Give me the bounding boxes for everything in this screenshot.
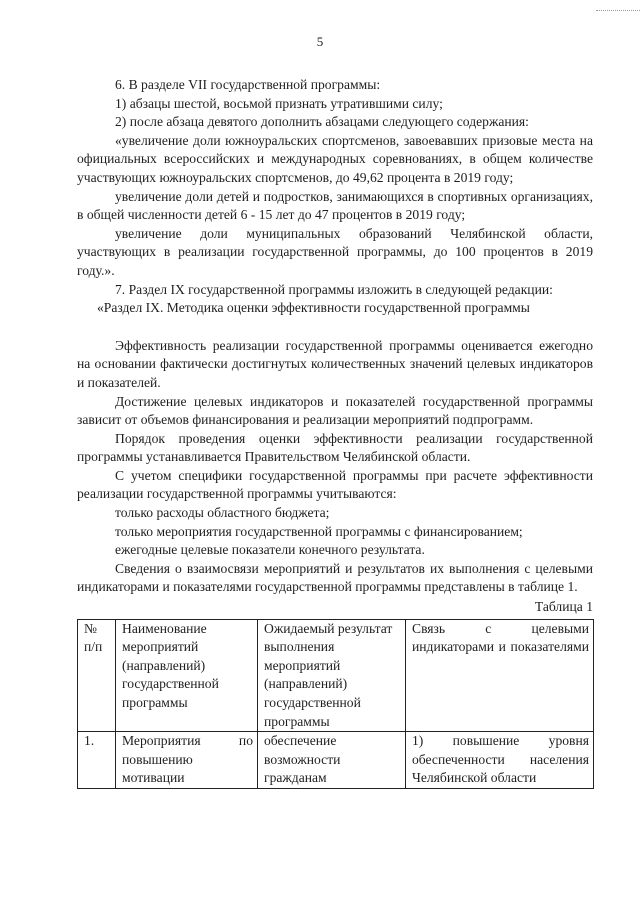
- list-item: только расходы областного бюджета;: [115, 505, 330, 521]
- table-header-row: [78, 619, 594, 732]
- paragraph: Порядок проведения оценки эффективности реализации государственной программы устанавливается Правительством Челябинской области.: [77, 430, 593, 465]
- document-body: [77, 76, 593, 789]
- cell-number: 1.: [78, 732, 116, 789]
- section-heading: «Раздел IX. Методика оценки эффективности государственной программы: [97, 300, 530, 316]
- paragraph: Достижение целевых индикаторов и показателей государственной программы зависит от объемов финансирования и реализации мероприятий подпрограмм.: [77, 393, 593, 428]
- header-cell-name: Наименование мероприятий (направлений) государственной программы: [116, 619, 258, 732]
- cell-name: Мероприятия по повышению мотивации: [116, 732, 258, 789]
- paragraph: Эффективность реализации государственной программы оценивается ежегодно на основании фактически достигнутых количественных значений целевых индикаторов и показателей.: [77, 337, 593, 390]
- paragraph: 2) после абзаца девятого дополнить абзацами следующего содержания:: [115, 114, 529, 130]
- paragraph: 6. В разделе VII государственной программы:: [115, 77, 381, 92]
- header-cell-link: Связь с целевыми индикаторами и показателями: [406, 619, 594, 732]
- cell-link: 1) повышение уровня обеспеченности населения Челябинской области: [406, 732, 594, 789]
- cell-result: обеспечение возможности гражданам: [258, 732, 406, 789]
- list-item: ежегодные целевые показатели конечного результата.: [115, 542, 425, 558]
- header-cell-result: Ожидаемый результат выполнения мероприятий (направлений) государственной программы: [258, 619, 406, 732]
- table-caption: Таблица 1: [534, 599, 593, 615]
- paragraph: Сведения о взаимосвязи мероприятий и результатов их выполнения с целевыми индикаторами и показателями государственной программы представлены в таблице 1.: [77, 560, 593, 595]
- paragraph: С учетом специфики государственной программы при расчете эффективности реализации государственной программы учитываются:: [77, 467, 593, 502]
- paragraph: увеличение доли детей и подростков, занимающихся в спортивных организациях, в общей численности детей 6 - 15 лет до 47 процентов в 2019 году;: [77, 188, 593, 223]
- list-item: только мероприятия государственной программы с финансированием;: [115, 523, 523, 539]
- paragraph: «увеличение доли южноуральских спортсменов, завоевавших призовые места на официальных всероссийских и международных соревнованиях, в общем количестве участвующих южноуральских спортсменов, до 49,62 процента в 2019 году;: [77, 132, 593, 185]
- paragraph: 7. Раздел IX государственной программы изложить в следующей редакции:: [115, 281, 553, 297]
- paragraph: увеличение доли муниципальных образований Челябинской области, участвующих в реализации государственной программы, до 100 процентов в 2019 году.».: [77, 225, 593, 278]
- header-cell-number: № п/п: [78, 619, 116, 732]
- indicators-table: [77, 619, 594, 789]
- table-row: [78, 732, 594, 789]
- paragraph: 1) абзацы шестой, восьмой признать утратившими силу;: [115, 95, 443, 111]
- scan-edge-mark: [596, 10, 640, 12]
- page-number: 5: [316, 34, 324, 49]
